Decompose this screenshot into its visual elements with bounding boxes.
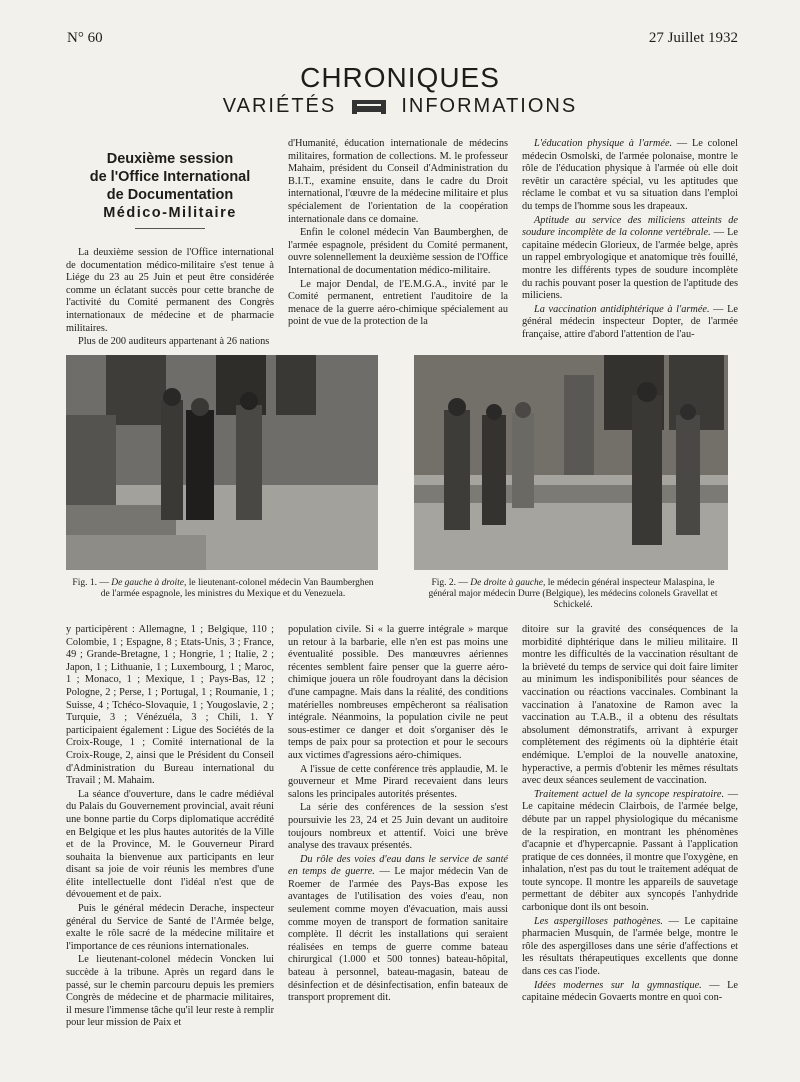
subheading: Du rôle des voies d'eau dans le service de santé en temps de guerre. [288,853,508,878]
ornament-icon [352,100,386,114]
heading-line-2: de l'Office International [89,169,251,185]
section-title: CHRONIQUES [300,62,500,93]
paragraph-text: — Le général médecin inspecteur Dopter, de l'armée française, attire d'abord l'attention de l'au- [522,303,738,340]
caption-fig-2: Fig. 2. — De droite à gauche, le médecin général inspecteur Malaspina, le général major médecin Durre (Belgique), les médecins colonels Gravellat et Schickelé. [428,578,718,610]
paragraph [522,980,738,1005]
paragraph: La série des conférences de la session s'est poursuivie les 23, 24 et 25 Juin devant un auditoire toujours nombreux et attentif. Voici une brève analyse des travaux présentés. [288,802,508,852]
issue-number: N° 60 [67,30,103,46]
bottom-column-1 [66,624,274,1031]
paragraph: Plus de 200 auditeurs appartenant à 26 nations [78,336,270,348]
subheading: Les aspergilloses pathogènes. [534,915,663,927]
subheading: Aptitude au service des miliciens atteints de soudure incomplète de la colonne vertébrale. [522,214,738,239]
subheading: La vaccination antidiphtérique à l'armée. [534,303,710,315]
subheading: L'éducation physique à l'armée. [534,138,673,149]
heading-line-4: Médico-Militaire [103,205,237,221]
paragraph: ditoire sur la gravité des conséquences de la morbidité diphtérique dans le milieu militaire. Il montre les difficultés de la vaccination résultant de la brièveté du temps de service qui doit faire limiter au minimum les indisponibilités pour séances de vaccination ou réactions vaccinales. Combinant la vaccination à l'anatoxine de Ramon avec la vaccination au T.A.B., il a obtenu des résultats absolument démonstratifs, arrivant à expurger complètement des régiments où la diphtérie était endémique. L'emploi de la nouvelle anatoxine, hyperactive, a permis d'obtenir les mêmes résultats avec deux séances seulement de vaccination. [522,624,738,787]
bottom-column-3 [522,624,738,1006]
heading-line-3: de Documentation [106,187,234,203]
paragraph [522,138,738,214]
paragraph: population civile. Si « la guerre intégrale » marque un retour à la barbarie, elle n'en est pas moins une éventualité possible. Des manœuvres aériennes récentes semblent faire penser que la guerre aéro-chimique jouera un rôle foudroyant dans la décision d'une campagne. Mais dans la réalité, des conditions matérielles nombreuses empêcheront sa réalisation intégrale. Néanmoins, la population civile ne peut sous-estimer ce danger et doit s'organiser dès le temps de paix pour sa protection et pour le secours aux victimes d'agressions aéro-chimiques. [288,624,508,761]
heading-divider [135,228,205,229]
paragraph: Le major Dendal, de l'E.M.G.A., invité par le Comité permanent, entretient l'auditoire de la menace de la guerre aéro-chimique spécialement au point de vue de la protection de la [288,278,508,328]
caption-fig-1: Fig. 1. — De gauche à droite, le lieutenant-colonel médecin Van Baumberghen de l'armée espagnole, les ministres du Mexique et du Venezuela. [72,578,374,599]
paragraph [522,789,738,915]
column-1 [66,136,274,350]
column-2 [288,138,508,330]
subtitle-informations: INFORMATIONS [401,95,578,117]
photo-fig-1 [66,355,378,570]
caption-label: Fig. 1. [72,578,97,588]
caption-direction: De gauche à droite, [111,578,187,588]
paragraph-text: — Le capitaine médecin Glorieux, de l'armée belge, après un rappel embryologique et anatomique très fouillé, montre les différents types de soudure incomplète du rachis pouvant poser la question de l'aptitude des miliciens. [522,227,738,302]
paragraph [522,916,738,979]
paragraph: La deuxième session de l'Office international de documentation médico-militaire s'est tenue à Liége du 23 au 25 Juin et peut être considérée comme un éclatant succès pour cette branche de l'activité du Comité permanent des Congrès internationaux de médecine et de pharmacie militaires. [66,247,274,334]
paragraph-text: — Le capitaine médecin Clairbois, de l'armée belge, débute par un rappel physiologique du mécanisme de la respiration, en montrant les phénomènes d'acapnie et d'hypercapnie. Passant à l'application pratique de ces données, il montre que l'oxygène, en inhalation, n'est pas du tout le traitement adéquat de toute syncope. Il montre les appareils de sauvetage permettant de débiter aux syncopés l'anhydride carbonique dont ils ont besoin. [522,788,738,914]
paragraph [288,854,508,1005]
subheading: Traitement actuel de la syncope respiratoire. [534,788,725,800]
caption-label: Fig. 2. [431,578,457,588]
paragraph: Enfin le colonel médecin Van Baumberghen, de l'armée espagnole, président du Comité permanent, ouvre solennellement la deuxième session de l'Office International de documentation médico-militaire. [288,227,508,276]
paragraph [522,304,738,342]
bottom-column-2 [288,624,508,1006]
paragraph: Le lieutenant-colonel médecin Voncken lui succède à la tribune. Après un regard dans le passé, sur le chemin parcouru depuis les premiers Congrès de médecine et de pharmacie militaires, il mesure l'immense tâche qu'il leur reste à remplir pour leur mission de Paix et [66,954,274,1029]
subtitle-varietes: VARIÉTÉS [222,95,337,117]
paragraph-text: — Le capitaine pharmacien Musquin, de l'armée belge, montre le rôle des aspergilloses dans une série d'affections et les résultats thérapeutiques excellents que donne dans ces cas l'iode. [522,915,738,978]
article-heading [66,150,274,222]
paragraph: d'Humanité, éducation internationale de médecins militaires, formation de collections. M. le professeur Mahaim, président du Conseil d'Administration du B.I.T., examine ensuite, dans le cadre du Droit international, l'œuvre de la médecine militaire et plus spécialement de l'orientation de la coopération internationale dans ce domaine. [288,138,508,225]
column-3 [522,138,738,343]
caption-text: le médecin général inspecteur Malaspina, le général major médecin Durre (Belgique), les médecins colonels Gravellat et Schickelé. [428,578,718,610]
section-subtitle [0,95,800,118]
paragraph: A l'issue de cette conférence très applaudie, M. le gouverneur et Mme Pirard recevaient dans leurs salons les principales autorités présentes. [288,763,508,800]
paragraph-text: — Le capitaine médecin Govaerts montre en quoi con- [522,979,738,1004]
issue-date: 27 Juillet 1932 [648,30,738,46]
photo-fig-2 [414,355,728,570]
caption-text: le lieutenant-colonel médecin Van Baumberghen de l'armée espagnole, les ministres du Mexique et du Venezuela. [100,578,374,599]
subheading: Idées modernes sur la gymnastique. [534,979,702,991]
paragraph-text: — Le colonel médecin Osmolski, de l'armée polonaise, montre le rôle de l'éducation physique à l'armée où elle doit revêtir un caractère spécial, vu les aptitudes que réclame le combat et vu sa situation dans l'emploi du temps de l'homme sous les drapeaux. [522,138,738,212]
paragraph: La séance d'ouverture, dans le cadre médiéval du Palais du Gouvernement provincial, avait réuni une bonne partie du Corps diplomatique accrédité en Belgique et les plus hautes autorités de la Ville et de la Province, M. le Gouverneur Pirard souhaita la bienvenue aux participants en leur disant sa joie de voir réunis les membres d'une élite intellectuelle dont l'idéal n'est que de dévouement et de paix. [66,788,274,901]
paragraph-text: — Le major médecin Van de Roemer de l'armée des Pays-Bas expose les avantages de l'utilisation des voies d'eau, non seulement comme moyen d'évacuation, mais aussi comme moyen de transport de formation sanitaire complète. Il décrit les installations qui seraient réalisées en temps de guerre comme bateau chirurgical (1.000 et 500 tonnes) bateau-hôpital, bateau à personnel, bateau-magasin, bateau de désinfection et de désinfectisation, enfin bateaux de transport proprement dit. [288,866,509,1004]
caption-direction: De droite à gauche, [470,578,546,588]
heading-line-1: Deuxième session [106,151,234,167]
paragraph: Puis le général médecin Derache, inspecteur général du Service de Santé de l'Armée belge, exalte le rôle sacré de la médecine militaire et l'importance de ces réunions internationales. [66,903,274,952]
paragraph [522,215,738,303]
paragraph: y participèrent : Allemagne, 1 ; Belgique, 110 ; Colombie, 1 ; Espagne, 8 ; Etats-Unis, 3 ; France, 49 ; Grande-Bretagne, 1 ; Hongrie, 1 ; Italie, 2 ; Japon, 1 ; Lithuanie, 1 ; Luxembourg, 1 ; Maroc, 1 ; Monaco, 1 ; Mexique, 1 ; Pays-Bas, 12 ; Pologne, 2 ; Perse, 1 ; Portugal, 1 ; Roumanie, 1 ; Suisse, 4 ; Tchéco-Slovaquie, 1 ; Yougoslavie, 2 ; Turquie, 3 ; Vénézuéla, 3 ; Chili, 1. Y participaient également : Ligue des Sociétés de la Croix-Rouge, 1 ; Comité international de la Croix-Rouge, 2, ainsi que le Président du Conseil d'Administration du Bureau international du Travail ; M. Mahaim. [66,624,274,787]
